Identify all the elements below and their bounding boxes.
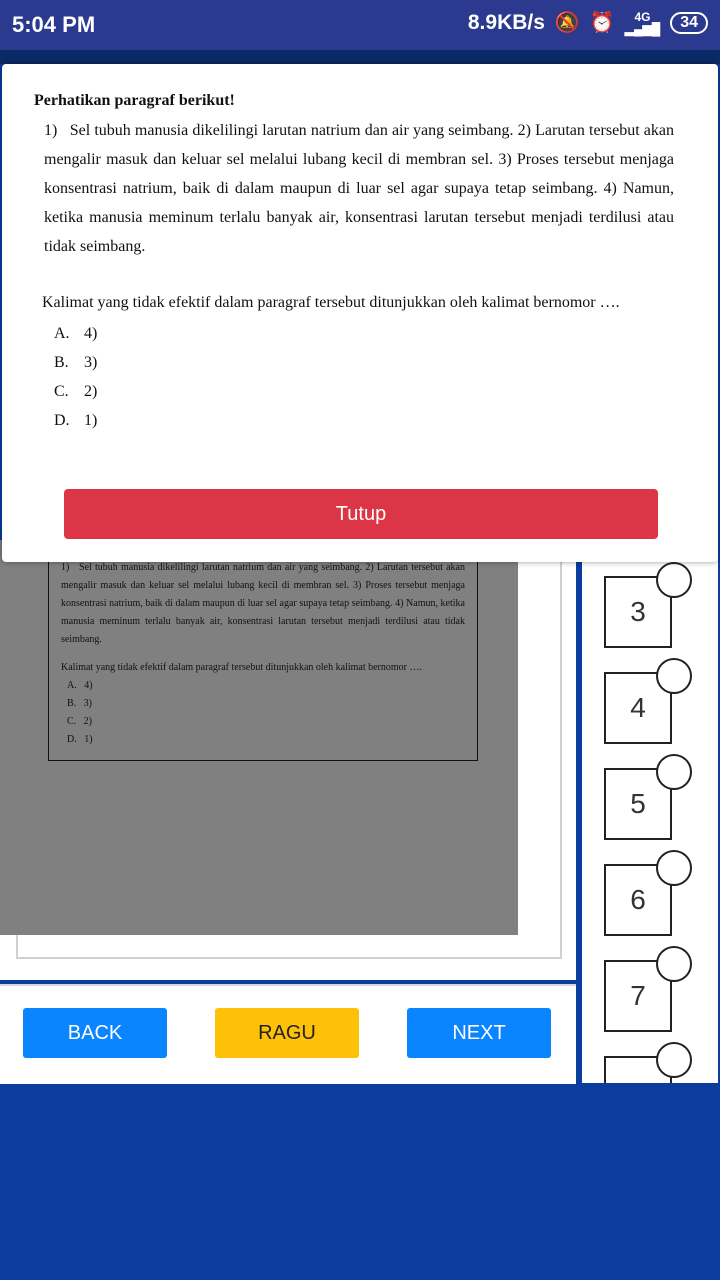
- status-bar: [0, 0, 720, 50]
- next-button[interactable]: NEXT: [407, 1008, 551, 1058]
- modal-paragraph: 1) Sel tubuh manusia dikelilingi larutan natrium dan air yang seimbang. 2) Larutan tersebut akan mengalir masuk dan keluar sel melalui lubang kecil di membran sel. 3) Proses tersebut menjaga konsentrasi natrium, baik di dalam maupun di luar sel agar supaya tetap seimbang. 4) Namun, ketika manusia meminum terlalu banyak air, konsentrasi larutan tersebut menjadi terdilusi atau tidak seimbang.: [44, 122, 674, 255]
- question-number-5[interactable]: 5: [604, 768, 672, 840]
- answer-indicator-4: [656, 658, 692, 694]
- option-a: [34, 319, 674, 348]
- question-number-7[interactable]: 7: [604, 960, 672, 1032]
- document-option-b: B. 3): [67, 698, 92, 709]
- question-modal: [2, 64, 718, 562]
- question-number-panel: [582, 540, 718, 1083]
- option-c: [34, 377, 674, 406]
- alarm-off-icon: 🔕: [554, 12, 580, 34]
- status-time: 5:04 PM: [12, 12, 96, 37]
- ragu-button[interactable]: RAGU: [215, 1008, 359, 1058]
- document-question-box: [48, 556, 478, 761]
- answer-indicator-3: [656, 562, 692, 598]
- document-question: Kalimat yang tidak efektif dalam paragraf tersebut ditunjukkan oleh kalimat bernomor ….: [61, 662, 422, 673]
- document-paragraph: 1) Sel tubuh manusia dikelilingi larutan natrium dan air yang seimbang. 2) Larutan tersebut akan mengalir masuk dan keluar sel melalui lubang kecil di membran sel. 3) Proses tersebut menjaga konsentrasi natrium, baik di dalam maupun di luar sel agar supaya tetap seimbang. 4) Namun, ketika manusia meminum terlalu banyak air, konsentrasi larutan tersebut menjadi terdilusi atau tidak seimbang.: [61, 562, 465, 645]
- answer-indicator-7: [656, 946, 692, 982]
- alarm-icon: ⏰: [589, 12, 615, 34]
- question-number-6[interactable]: 6: [604, 864, 672, 936]
- document-option-c: C. 2): [67, 716, 92, 727]
- modal-content: [34, 92, 674, 435]
- battery-icon: 34: [670, 12, 708, 34]
- network-speed: 8.9KB/s: [467, 10, 545, 34]
- option-d: [34, 406, 674, 435]
- option-c-letter: C.: [54, 383, 69, 400]
- close-button[interactable]: Tutup: [64, 489, 658, 539]
- option-d-letter: D.: [54, 412, 70, 429]
- answer-indicator-5: [656, 754, 692, 790]
- question-number-3[interactable]: 3: [604, 576, 672, 648]
- navigation-bar: [0, 984, 576, 1084]
- modal-title: Perhatikan paragraf berikut!: [34, 92, 235, 109]
- network-type: 4G: [634, 9, 651, 24]
- option-a-text: 4): [84, 325, 98, 342]
- answer-indicator-next: [656, 1042, 692, 1078]
- back-button[interactable]: BACK: [23, 1008, 167, 1058]
- option-b-letter: B.: [54, 354, 69, 371]
- option-b-text: 3): [84, 354, 98, 371]
- app-header-strip: [0, 50, 720, 64]
- modal-question: Kalimat yang tidak efektif dalam paragraf tersebut ditunjukkan oleh kalimat bernomor ….: [42, 294, 620, 311]
- answer-indicator-6: [656, 850, 692, 886]
- document-option-a: A. 4): [67, 680, 93, 691]
- signal-icon: 4G ▂▄▆█: [624, 9, 661, 36]
- status-right: [468, 10, 708, 35]
- question-number-4[interactable]: 4: [604, 672, 672, 744]
- option-a-letter: A.: [54, 325, 70, 342]
- option-c-text: 2): [84, 383, 98, 400]
- document-option-d: D. 1): [67, 734, 93, 745]
- modal-options: [34, 319, 674, 435]
- option-d-text: 1): [84, 412, 98, 429]
- option-b: [34, 348, 674, 377]
